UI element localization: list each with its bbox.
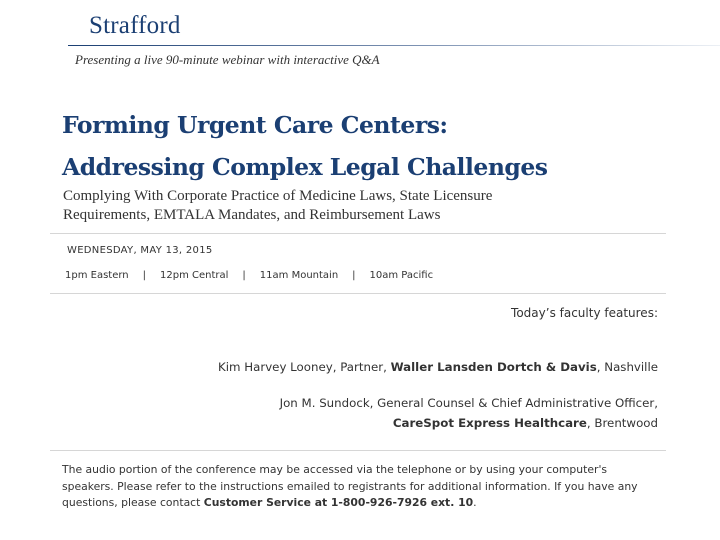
faculty-2-name-role: Jon M. Sundock, General Counsel & Chief Administrative Officer, bbox=[279, 396, 658, 410]
divider-bottom bbox=[50, 450, 666, 451]
faculty-2-firm: CareSpot Express Healthcare bbox=[392, 416, 587, 430]
time-eastern: 1pm Eastern bbox=[65, 270, 129, 281]
divider-top bbox=[50, 233, 666, 234]
faculty-member-1 bbox=[218, 357, 658, 377]
tagline: Presenting a live 90-minute webinar with interactive Q&A bbox=[75, 52, 380, 67]
time-pacific: 10am Pacific bbox=[369, 270, 434, 281]
faculty-1-firm: Waller Lansden Dortch & Davis bbox=[390, 360, 597, 374]
time-central: 12pm Central bbox=[160, 270, 229, 281]
audio-instructions bbox=[62, 462, 662, 512]
header-divider bbox=[68, 45, 720, 46]
faculty-1-name-role: Kim Harvey Looney, Partner, bbox=[218, 360, 391, 374]
customer-service-contact: Customer Service at 1-800-926-7926 ext. 10 bbox=[203, 496, 474, 509]
webinar-subtitle bbox=[63, 187, 583, 225]
title-line-2: Addressing Complex Legal Challenges bbox=[62, 153, 548, 181]
event-date: WEDNESDAY, MAY 13, 2015 bbox=[67, 245, 213, 256]
subtitle-line-2: Requirements, EMTALA Mandates, and Reimbursement Laws bbox=[63, 207, 441, 223]
time-separator: | bbox=[242, 270, 246, 281]
title-line-1: Forming Urgent Care Centers: bbox=[62, 111, 448, 139]
time-mountain: 11am Mountain bbox=[259, 270, 339, 281]
strafford-logo: Strafford bbox=[89, 12, 181, 39]
faculty-intro: Today’s faculty features: bbox=[511, 306, 658, 320]
faculty-member-2 bbox=[280, 393, 658, 433]
faculty-1-location: , Nashville bbox=[596, 360, 658, 374]
time-separator: | bbox=[142, 270, 147, 281]
faculty-2-location: , Brentwood bbox=[586, 416, 658, 430]
subtitle-line-1: Complying With Corporate Practice of Medicine Laws, State Licensure bbox=[63, 188, 493, 204]
footer-end: . bbox=[473, 496, 477, 509]
event-times bbox=[65, 270, 433, 281]
divider-middle bbox=[50, 293, 666, 294]
footer-text: The audio portion of the conference may be accessed via the telephone or by using your computer's speakers. Please refer to the instructions emailed to registrants for additional information. If you have any questions, please contact bbox=[62, 463, 638, 509]
time-separator: | bbox=[352, 270, 356, 281]
webinar-title bbox=[62, 104, 548, 188]
